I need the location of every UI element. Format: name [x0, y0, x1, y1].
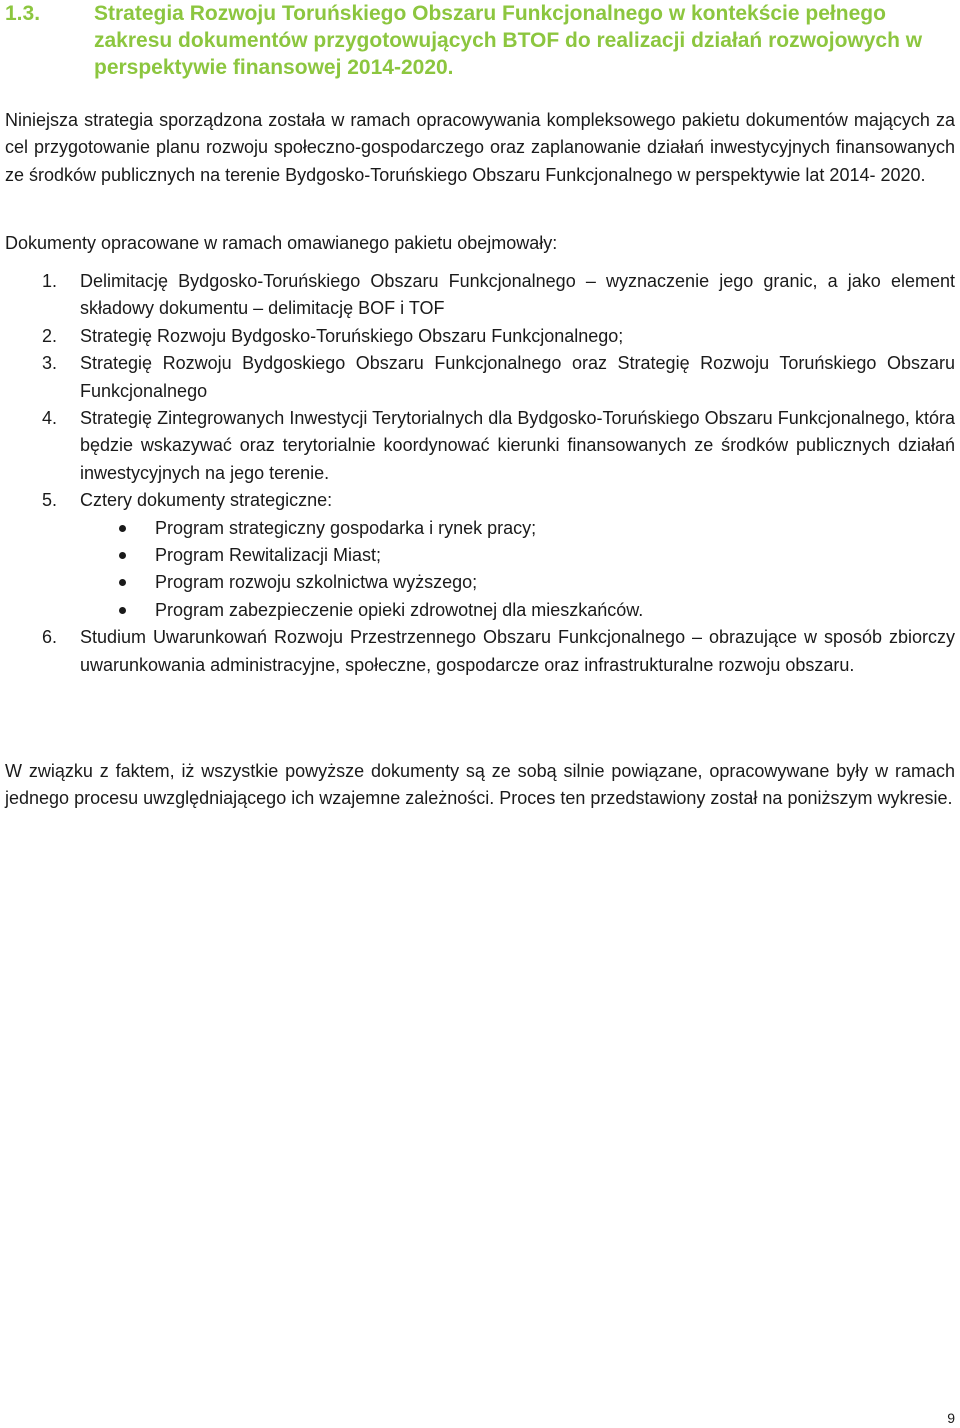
list-item-number: 6. [42, 627, 58, 648]
programs-list [80, 515, 955, 625]
list-item-number: 2. [42, 325, 58, 346]
bullet-item-text: Program zabezpieczenie opieki zdrowotnej dla mieszkańców. [155, 599, 644, 620]
documents-list [5, 268, 955, 679]
list-item-text: Delimitację Bydgosko-Toruńskiego Obszaru Funkcjonalnego – wyznaczenie jego granic, a jako element składowy dokumentu – delimitację BOF i TOF [80, 271, 955, 319]
bullet-icon [119, 607, 126, 614]
bullet-item-text: Program strategiczny gospodarka i rynek pracy; [155, 517, 537, 538]
list-item-text: Strategię Rozwoju Bydgosko-Toruńskiego Obszaru Funkcjonalnego; [80, 325, 624, 346]
bullet-icon [119, 579, 126, 586]
section-number: 1.3. [5, 2, 41, 25]
section-heading [5, 0, 955, 81]
list-item [5, 268, 955, 323]
section-title: Strategia Rozwoju Toruńskiego Obszaru Funkcjonalnego w kontekście pełnego zakresu dokumentów przygotowujących BTOF do realizacji działań rozwojowych w perspektywie finansowej 2014-2020. [94, 2, 923, 79]
list-item-text: Cztery dokumenty strategiczne: [80, 490, 333, 511]
list-item-text: Studium Uwarunkowań Rozwoju Przestrzennego Obszaru Funkcjonalnego – obrazujące w sposób zbiorczy uwarunkowania administracyjne, społeczne, gospodarcze oraz infrastrukturalne rozwoju obszaru. [80, 627, 955, 675]
bullet-item [80, 542, 955, 569]
closing-paragraph: W związku z faktem, iż wszystkie powyższe dokumenty są ze sobą silnie powiązane, opracowywane były w ramach jednego procesu uwzględniającego ich wzajemne zależności. Proces ten przedstawiony został na poniższym wykresie. [5, 761, 955, 809]
bullet-item-text: Program Rewitalizacji Miast; [155, 545, 382, 566]
bullet-icon [119, 552, 126, 559]
list-item-number: 1. [42, 271, 58, 291]
bullet-item [80, 569, 955, 596]
bullet-icon [119, 525, 126, 532]
list-item-text: Strategię Zintegrowanych Inwestycji Terytorialnych dla Bydgosko-Toruńskiego Obszaru Funkcjonalnego, która będzie wskazywać oraz terytorialnie koordynować kierunki finansowanych ze środków publicznych działań inwestycyjnych na jego terenie. [80, 408, 955, 483]
list-item [5, 405, 955, 487]
list-intro-paragraph: Dokumenty opracowane w ramach omawianego pakietu obejmowały: [5, 233, 558, 253]
bullet-item [80, 597, 955, 624]
list-item-number: 3. [42, 353, 58, 374]
bullet-item [80, 515, 955, 542]
list-item-text: Strategię Rozwoju Bydgoskiego Obszaru Funkcjonalnego oraz Strategię Rozwoju Toruńskiego Obszaru Funkcjonalnego [80, 353, 955, 401]
page-number: 9 [947, 1410, 955, 1426]
list-item [5, 323, 955, 350]
list-item-number: 4. [42, 408, 58, 429]
list-item [5, 350, 955, 405]
intro-paragraph: Niniejsza strategia sporządzona została w ramach opracowywania kompleksowego pakietu dokumentów mających za cel przygotowanie planu rozwoju społeczno-gospodarczego oraz zaplanowanie działań inwestycyjnych finansowanych ze środków publicznych na terenie Bydgosko-Toruńskiego Obszaru Funkcjonalnego w perspektywie lat 2014- 2020. [5, 110, 955, 185]
list-item-number: 5. [42, 490, 58, 511]
bullet-item-text: Program rozwoju szkolnictwa wyższego; [155, 572, 478, 593]
list-item [5, 624, 955, 679]
list-item [5, 487, 955, 624]
